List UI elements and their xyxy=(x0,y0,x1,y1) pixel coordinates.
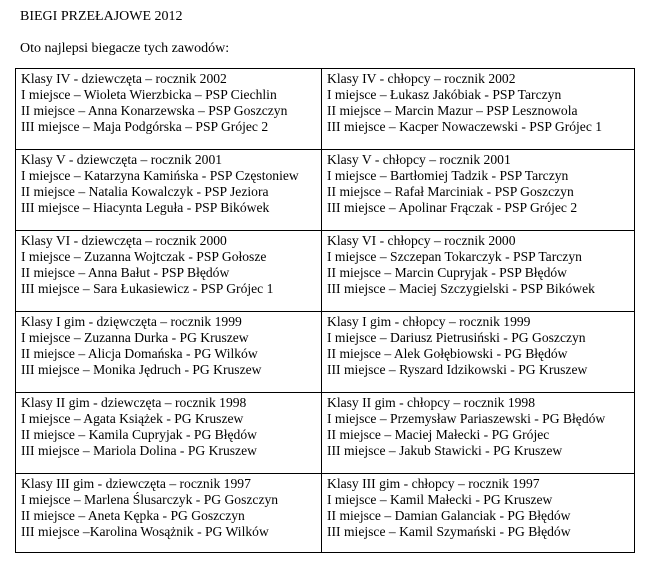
placement-line: II miejsce – Marcin Cupryjak - PSP Błędów xyxy=(327,265,567,280)
category-cell-right xyxy=(322,393,635,474)
document-intro: Oto najlepsi biegacze tych zawodów: xyxy=(20,41,230,56)
placement-line: II miejsce – Anna Konarzewska – PSP Goszczyn xyxy=(21,103,288,118)
placement-line: I miejsce – Zuzanna Durka - PG Kruszew xyxy=(21,330,249,345)
category-heading: Klasy V - dziewczęta – rocznik 2001 xyxy=(21,152,223,167)
placement-line: I miejsce – Wioleta Wierzbicka – PSP Ciechlin xyxy=(21,87,277,102)
placement-line: III miejsce – Maja Podgórska – PSP Grójec 2 xyxy=(21,119,269,134)
category-heading: Klasy III gim - dziewczęta – rocznik 1997 xyxy=(21,476,251,491)
category-heading: Klasy II gim - chłopcy – rocznik 1998 xyxy=(327,395,536,410)
placement-line: II miejsce – Maciej Małecki - PG Grójec xyxy=(327,427,550,442)
placement-line: III miejsce – Kamil Szymański - PG Błędów xyxy=(327,524,571,539)
category-heading: Klasy II gim - dziewczęta – rocznik 1998 xyxy=(21,395,247,410)
category-cell-left xyxy=(16,474,322,553)
placement-line: I miejsce – Szczepan Tokarczyk - PSP Tarczyn xyxy=(327,249,582,264)
category-heading: Klasy VI - dziewczęta – rocznik 2000 xyxy=(21,233,227,248)
placement-line: III miejsce – Maciej Szczygielski - PSP Bikówek xyxy=(327,281,595,296)
category-heading: Klasy III gim - chłopcy – rocznik 1997 xyxy=(327,476,540,491)
results-row xyxy=(16,231,635,312)
placement-line: II miejsce – Rafał Marciniak - PSP Goszczyn xyxy=(327,184,574,199)
placement-line: III miejsce – Jakub Stawicki - PG Kruszew xyxy=(327,443,563,458)
placement-line: II miejsce – Alicja Domańska - PG Wilków xyxy=(21,346,258,361)
placement-line: I miejsce – Katarzyna Kamińska - PSP Częstoniew xyxy=(21,168,299,183)
category-cell-right xyxy=(322,69,635,150)
placement-line: I miejsce – Marlena Ślusarczyk - PG Goszczyn xyxy=(21,492,279,507)
placement-line: III miejsce – Hiacynta Leguła - PSP Bikówek xyxy=(21,200,270,215)
placement-line: III miejsce – Ryszard Idzikowski - PG Kruszew xyxy=(327,362,588,377)
results-row xyxy=(16,69,635,150)
placement-line: I miejsce – Kamil Małecki - PG Kruszew xyxy=(327,492,553,507)
placement-line: III miejsce – Kacper Nowaczewski - PSP Grójec 1 xyxy=(327,119,603,134)
placement-line: I miejsce – Łukasz Jakóbiak - PSP Tarczyn xyxy=(327,87,562,102)
placement-line: II miejsce – Natalia Kowalczyk - PSP Jeziora xyxy=(21,184,269,199)
category-cell-right xyxy=(322,312,635,393)
results-table-body xyxy=(16,69,635,553)
category-cell-right xyxy=(322,474,635,553)
category-heading: Klasy VI - chłopcy – rocznik 2000 xyxy=(327,233,516,248)
placement-line: II miejsce – Alek Gołębiowski - PG Błędów xyxy=(327,346,568,361)
placement-line: III miejsce –Karolina Wosążnik - PG Wilków xyxy=(21,524,269,539)
category-heading: Klasy V - chłopcy – rocznik 2001 xyxy=(327,152,511,167)
placement-line: II miejsce – Marcin Mazur – PSP Lesznowola xyxy=(327,103,578,118)
placement-line: III miejsce – Apolinar Frączak - PSP Grójec 2 xyxy=(327,200,578,215)
category-heading: Klasy I gim - dzięwczęta – rocznik 1999 xyxy=(21,314,242,329)
category-cell-left xyxy=(16,150,322,231)
placement-line: II miejsce – Aneta Kępka - PG Goszczyn xyxy=(21,508,245,523)
results-row xyxy=(16,312,635,393)
category-cell-left xyxy=(16,312,322,393)
placement-line: I miejsce – Zuzanna Wojtczak - PSP Gołosze xyxy=(21,249,267,264)
placement-line: III miejsce – Monika Jędruch - PG Kruszew xyxy=(21,362,262,377)
results-row xyxy=(16,150,635,231)
placement-line: III miejsce – Mariola Dolina - PG Kruszew xyxy=(21,443,257,458)
results-table xyxy=(15,68,635,553)
category-heading: Klasy IV - dziewczęta – rocznik 2002 xyxy=(21,71,227,86)
category-cell-left xyxy=(16,231,322,312)
document-title: BIEGI PRZEŁAJOWE 2012 xyxy=(20,9,183,24)
results-row xyxy=(16,393,635,474)
placement-line: II miejsce – Damian Galanciak - PG Błędów xyxy=(327,508,571,523)
category-heading: Klasy I gim - chłopcy – rocznik 1999 xyxy=(327,314,531,329)
category-heading: Klasy IV - chłopcy – rocznik 2002 xyxy=(327,71,516,86)
category-cell-left xyxy=(16,393,322,474)
placement-line: I miejsce – Bartłomiej Tadzik - PSP Tarczyn xyxy=(327,168,569,183)
category-cell-right xyxy=(322,150,635,231)
placement-line: I miejsce – Dariusz Pietrusiński - PG Goszczyn xyxy=(327,330,586,345)
placement-line: II miejsce – Anna Bałut - PSP Błędów xyxy=(21,265,230,280)
placement-line: I miejsce – Przemysław Pariaszewski - PG Błędów xyxy=(327,411,606,426)
results-row xyxy=(16,474,635,553)
category-cell-left xyxy=(16,69,322,150)
category-cell-right xyxy=(322,231,635,312)
placement-line: I miejsce – Agata Książek - PG Kruszew xyxy=(21,411,244,426)
placement-line: II miejsce – Kamila Cupryjak - PG Błędów xyxy=(21,427,257,442)
placement-line: III miejsce – Sara Łukasiewicz - PSP Grójec 1 xyxy=(21,281,274,296)
